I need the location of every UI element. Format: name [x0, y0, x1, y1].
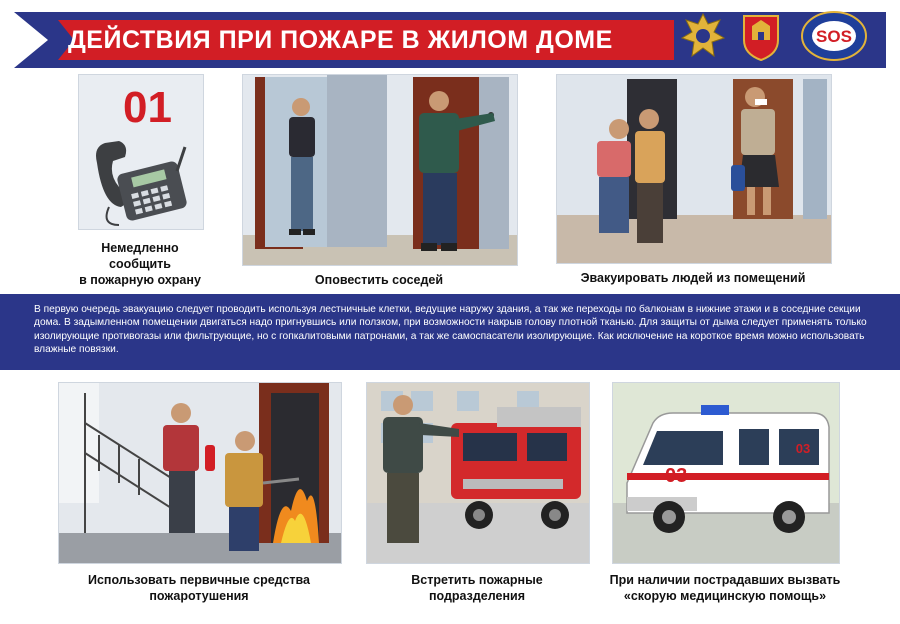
- page-title: ДЕЙСТВИЯ ПРИ ПОЖАРЕ В ЖИЛОМ ДОМЕ: [68, 26, 613, 54]
- mchs-emblem-icon: [680, 10, 726, 62]
- ambulance-scene: [613, 383, 839, 563]
- coat-of-arms-icon: [738, 10, 784, 62]
- meet-fire-units-illustration: [366, 382, 590, 564]
- fire-truck-scene: [367, 383, 589, 563]
- caption-report-fire: Немедленно сообщить в пожарную охрану: [79, 241, 201, 287]
- emergency-number: 01: [123, 83, 172, 132]
- phone-illustration: [78, 74, 204, 230]
- ambulance-front-number: 03: [665, 465, 688, 487]
- evacuation-instructions: В первую очередь эвакуацию следует проводить используя лестничные клетки, ведущие наружу здания, а так же переходы по балконам в нижние этажи и в соседние секции дома. В задымленном помещении двигаться надо пригнувшись или ползком, при возможности накрыв голову плотной тканью. Для защиты от дыма следует применять только изолирующие противогазы или фильтрующие, но с гопкалитовыми патронами, а так же самоспасатели изолирующие. Как исключение на короткое время можно использовать влажные повязки.: [34, 304, 867, 356]
- notify-neighbors-illustration: [242, 74, 518, 266]
- neighbors-scene: [243, 75, 517, 265]
- evacuation-scene: [557, 75, 831, 263]
- evacuate-people-illustration: [556, 74, 832, 264]
- caption-meet-fire-units: Встретить пожарные подразделения: [411, 573, 543, 603]
- ambulance-illustration: [612, 382, 840, 564]
- extinguishing-illustration: [58, 382, 342, 564]
- telephone-icon: [79, 75, 203, 229]
- caption-evacuate-people: Эвакуировать людей из помещений: [580, 271, 806, 285]
- ambulance-side-number: 03: [795, 441, 811, 456]
- sos-badge-text: SOS: [816, 27, 852, 46]
- caption-extinguishing: Использовать первичные средства пожаротушения: [88, 573, 310, 603]
- caption-call-ambulance: При наличии пострадавших вызвать «скорую медицинскую помощь»: [609, 573, 841, 603]
- caption-notify-neighbors: Оповестить соседей: [314, 273, 444, 287]
- extinguishing-scene: [59, 383, 341, 563]
- sos-badge-icon: [800, 10, 868, 62]
